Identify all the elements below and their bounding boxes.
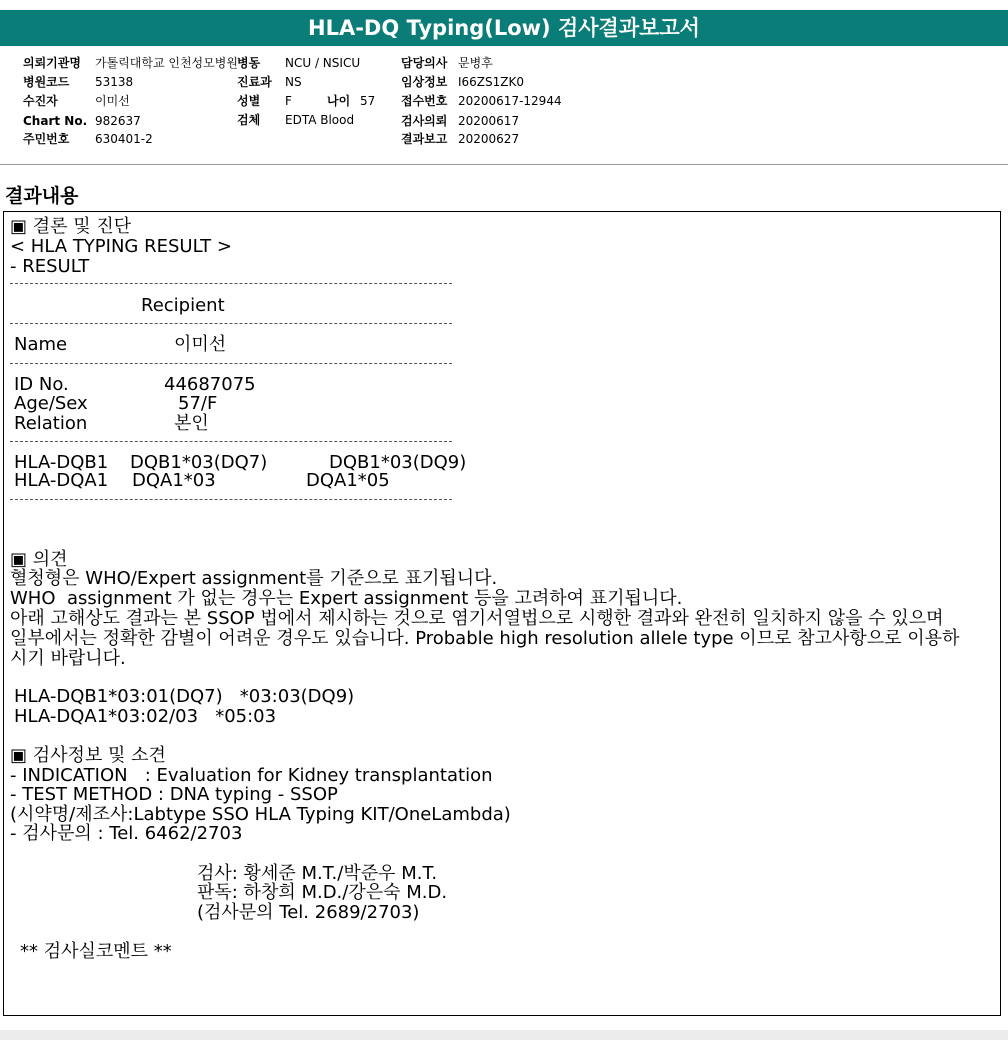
age-label: 나이 — [327, 94, 351, 108]
hospital-code-value: 53138 — [95, 75, 134, 89]
patient-label: 수진자 — [23, 94, 58, 108]
agesex-value: 57/F — [178, 393, 218, 414]
lab-comment: ** 검사실코멘트 ** — [20, 941, 172, 962]
patient-value: 이미선 — [95, 94, 130, 108]
divider — [10, 441, 452, 442]
chart-label: Chart No. — [23, 114, 88, 128]
high-res-line: HLA-DQA1*03:02/03 *05:03 — [14, 706, 277, 727]
id-label: ID No. — [14, 374, 69, 395]
divider — [10, 323, 452, 324]
dqb1-label: HLA-DQB1 — [14, 452, 109, 473]
test-info-heading: ▣ 검사정보 및 소견 — [10, 745, 166, 766]
test-info-line: (시약명/제조사:Labtype SSO HLA Typing KIT/OneLambda) — [10, 804, 511, 825]
high-res-line: HLA-DQB1*03:01(DQ7) *03:03(DQ9) — [14, 686, 355, 707]
opinion-line: 아래 고해상도 결과는 본 SSOP 법에서 제시하는 것으로 염기서열법으로 시행한 결과와 완전히 일치하지 않을 수 있으며 — [10, 608, 944, 629]
dqb1-allele-2: DQB1*03(DQ9) — [329, 452, 467, 473]
test-info-line: - INDICATION : Evaluation for Kidney transplantation — [10, 765, 493, 786]
dqa1-allele-1: DQA1*03 — [132, 470, 216, 491]
result-content-box — [3, 211, 1001, 1016]
bottom-bar — [0, 1030, 1008, 1040]
doctor-value: 문병후 — [458, 56, 493, 70]
receipt-label: 접수번호 — [401, 94, 448, 108]
doctor-label: 담당의사 — [401, 56, 448, 70]
dqa1-label: HLA-DQA1 — [14, 470, 109, 491]
chart-value: 982637 — [95, 114, 141, 128]
recipient-label: Recipient — [141, 295, 225, 316]
name-value: 이미선 — [174, 334, 227, 355]
request-label: 검사의뢰 — [401, 114, 448, 128]
relation-value: 본인 — [174, 413, 209, 434]
clinical-value: I66ZS1ZK0 — [458, 75, 525, 89]
request-value: 20200617 — [458, 114, 520, 128]
ward-value: NCU / NSICU — [285, 56, 361, 70]
id-value: 44687075 — [164, 374, 256, 395]
clinical-label: 임상정보 — [401, 75, 448, 89]
divider — [10, 363, 452, 364]
report-value: 20200627 — [458, 132, 520, 146]
receipt-value: 20200617-12944 — [458, 94, 562, 108]
patient-info-header — [0, 50, 1008, 165]
conclusion-heading: ▣ 결론 및 진단 — [10, 216, 132, 237]
rrn-label: 주민번호 — [23, 132, 70, 146]
dept-label: 진료과 — [237, 75, 272, 89]
specimen-value: EDTA Blood — [285, 113, 355, 127]
opinion-line: WHO assignment 가 없는 경우는 Expert assignment 등을 고려하여 표기됩니다. — [10, 588, 683, 609]
typing-heading: < HLA TYPING RESULT > — [10, 236, 232, 257]
sex-value: F — [285, 94, 292, 108]
name-label: Name — [14, 334, 68, 355]
hospital-code-label: 병원코드 — [23, 75, 70, 89]
ward-label: 병동 — [237, 56, 261, 70]
rrn-value: 630401-2 — [95, 132, 153, 146]
agesex-label: Age/Sex — [14, 393, 88, 414]
divider — [10, 499, 452, 500]
specimen-label: 검체 — [237, 113, 261, 127]
report-label: 결과보고 — [401, 132, 448, 146]
section-title: 결과내용 — [5, 185, 79, 207]
opinion-line: 혈청형은 WHO/Expert assignment를 기준으로 표기됩니다. — [10, 568, 498, 589]
dqa1-allele-2: DQA1*05 — [306, 470, 390, 491]
opinion-line: 시기 바랍니다. — [10, 648, 126, 669]
test-info-line: - 검사문의 : Tel. 6462/2703 — [10, 823, 243, 844]
opinion-heading: ▣ 의견 — [10, 549, 68, 570]
institution-label: 의뢰기관명 — [23, 56, 81, 70]
signature-line: 검사: 황세준 M.T./박준우 M.T. — [197, 863, 438, 884]
sex-label: 성별 — [237, 94, 261, 108]
result-label: - RESULT — [10, 256, 90, 277]
report-title: HLA-DQ Typing(Low) 검사결과보고서 — [0, 10, 1008, 46]
age-value: 57 — [360, 94, 376, 108]
test-info-line: - TEST METHOD : DNA typing - SSOP — [10, 784, 338, 805]
signature-line: (검사문의 Tel. 2689/2703) — [197, 902, 420, 923]
opinion-line: 일부에서는 정확한 감별이 어려운 경우도 있습니다. Probable high resolution allele type 이므로 참고사항으로 이용하 — [10, 628, 960, 649]
relation-label: Relation — [14, 413, 88, 434]
dqb1-allele-1: DQB1*03(DQ7) — [130, 452, 268, 473]
signature-line: 판독: 하창희 M.D./강은숙 M.D. — [197, 882, 448, 903]
divider — [10, 283, 452, 284]
dept-value: NS — [285, 75, 302, 89]
institution-value: 가톨릭대학교 인천성모병원 — [95, 56, 238, 70]
